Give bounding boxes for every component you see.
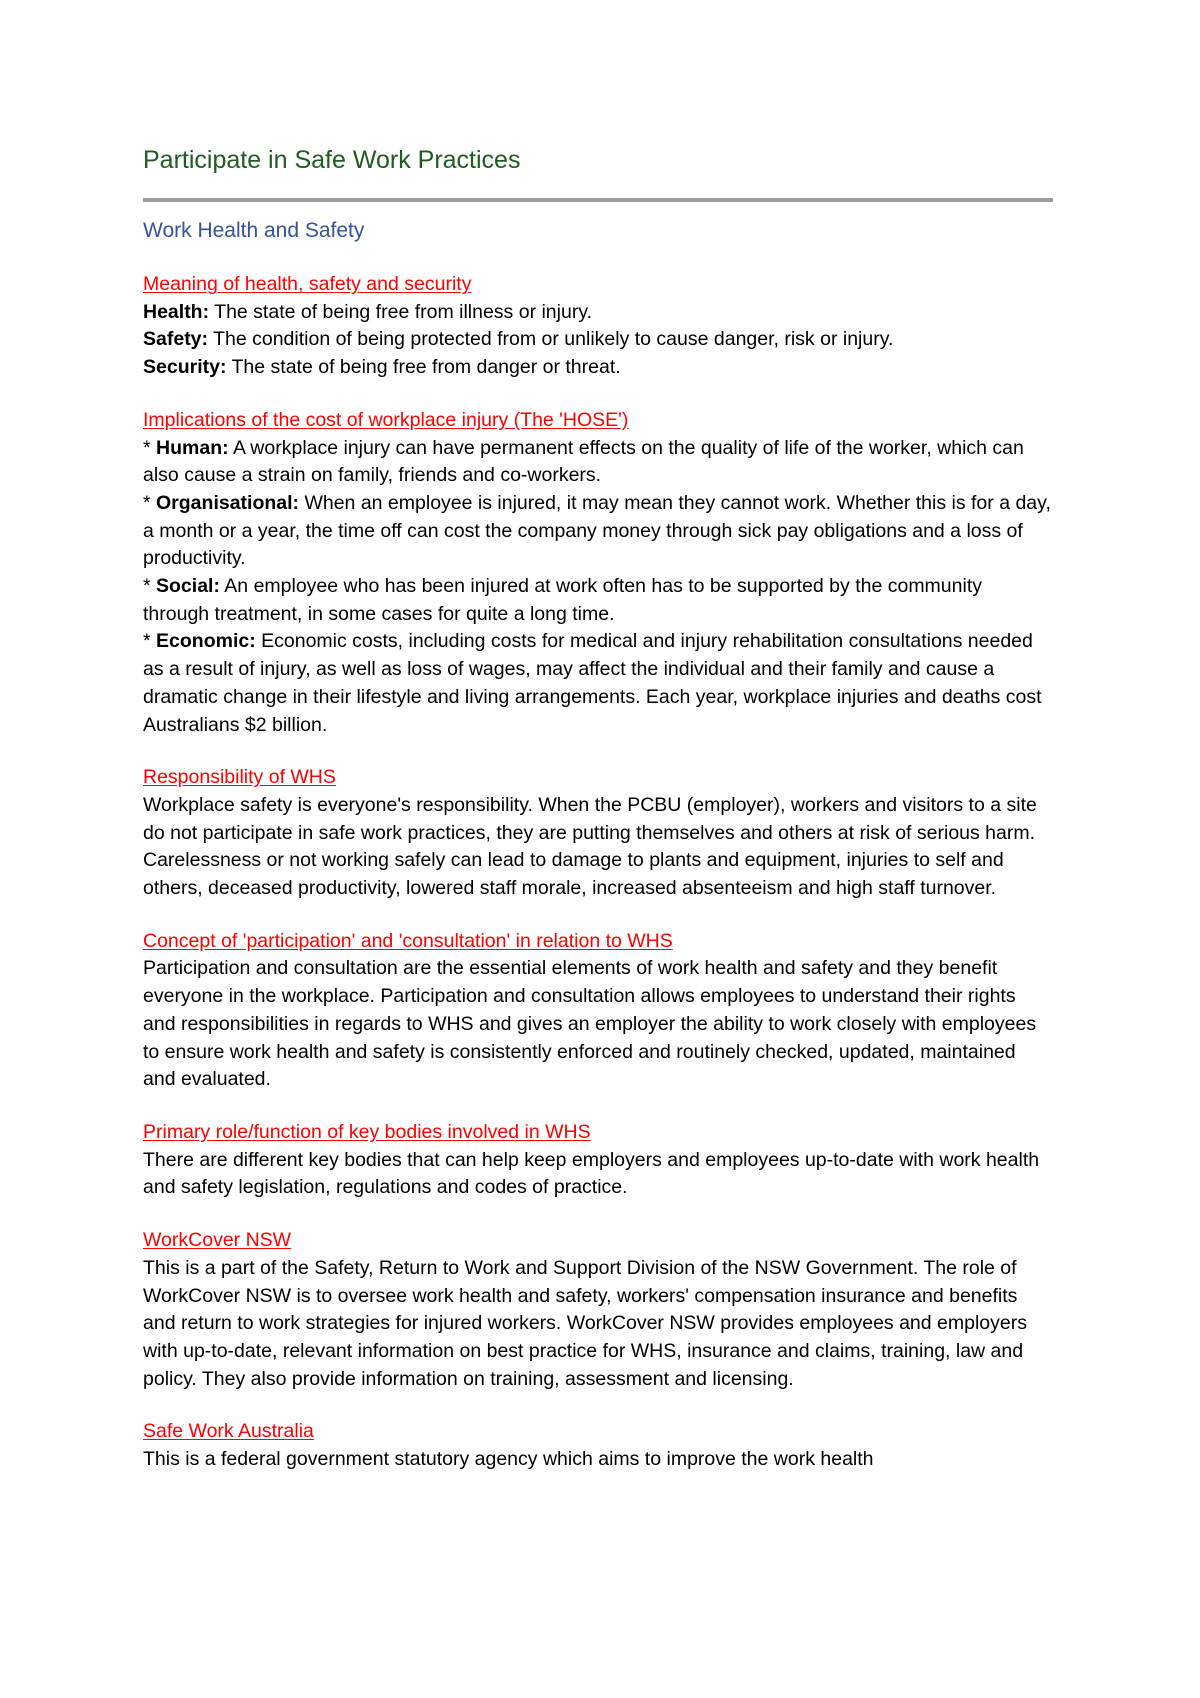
bullet-marker: * <box>143 630 157 653</box>
section-heading-meaning[interactable]: Meaning of health, safety and security <box>143 273 472 295</box>
hose-label: Social: <box>156 575 220 598</box>
section-heading-implications[interactable]: Implications of the cost of workplace injury (The 'HOSE') <box>143 408 629 431</box>
section-safe-work-australia <box>143 1418 1053 1473</box>
hose-text: When an employee is injured, it may mean they cannot work. Whether this is for a day, a month or a year, the time off can cost the company money through sick pay obligations and a loss of productivity. <box>143 491 1051 570</box>
hose-label: Human: <box>156 436 229 459</box>
definition-security <box>143 354 1053 382</box>
section-heading-responsibility[interactable]: Responsibility of WHS <box>143 766 336 789</box>
section-primary-role <box>143 1119 1053 1202</box>
section-heading-primary-role[interactable]: Primary role/function of key bodies involved in WHS <box>143 1120 591 1143</box>
section-body: There are different key bodies that can help keep employers and employees up-to-date with work health and safety legislation, regulations and codes of practice. <box>143 1148 1040 1199</box>
section-body: Workplace safety is everyone's responsibility. When the PCBU (employer), workers and visitors to a site do not participate in safe work practices, they are putting themselves and others at risk of serious harm. Carelessness or not working safely can lead to damage to plants and equipment, injuries to self and others, deceased productivity, lowered staff morale, increased absenteeism and high staff turnover. <box>143 793 1037 900</box>
section-heading-safe-work-australia[interactable]: Safe Work Australia <box>143 1420 314 1443</box>
hose-item-economic <box>143 628 1053 739</box>
section-workcover <box>143 1227 1053 1393</box>
hose-label: Economic: <box>156 630 256 653</box>
section-body: This is a federal government statutory agency which aims to improve the work health <box>143 1448 874 1471</box>
section-responsibility <box>143 764 1053 903</box>
page-title: Participate in Safe Work Practices <box>143 146 521 174</box>
section-body: Participation and consultation are the essential elements of work health and safety and they benefit everyone in the workplace. Participation and consultation allows employees to understand their rights and responsibilities in regards to WHS and gives an employer the ability to work closely with employees to ensure work health and safety is consistently enforced and routinely checked, updated, maintained and evaluated. <box>143 957 1037 1091</box>
definition-label: Security: <box>143 356 227 379</box>
hose-text: An employee who has been injured at work often has to be supported by the community through treatment, in some cases for quite a long time. <box>143 575 982 625</box>
page-subtitle: Work Health and Safety <box>143 219 365 242</box>
definition-text: The condition of being protected from or unlikely to cause danger, risk or injury. <box>208 328 894 351</box>
bullet-marker: * <box>143 575 157 598</box>
hose-label: Organisational: <box>156 491 300 514</box>
title-divider <box>143 198 1053 202</box>
bullet-marker: * <box>143 436 157 459</box>
section-body: This is a part of the Safety, Return to Work and Support Division of the NSW Government. The role of WorkCover NSW is to oversee work health and safety, workers' compensation insurance and benefits and return to work strategies for injured workers. WorkCover NSW provides employees and employers with up-to-date, relevant information on best practice for WHS, insurance and claims, training, law and policy. They also provide information on training, assessment and licensing. <box>143 1256 1027 1390</box>
hose-text: A workplace injury can have permanent effects on the quality of life of the worker, which can also cause a strain on family, friends and co-workers. <box>143 436 1024 487</box>
document-page <box>143 140 1053 1474</box>
section-heading-workcover[interactable]: WorkCover NSW <box>143 1229 292 1252</box>
hose-item-human <box>143 435 1053 490</box>
definition-safety <box>143 326 1053 354</box>
definition-health <box>143 299 1053 327</box>
definition-label: Health: <box>143 300 210 323</box>
section-concept <box>143 928 1053 1094</box>
section-heading-concept[interactable]: Concept of 'participation' and 'consultation' in relation to WHS <box>143 929 673 952</box>
section-meaning <box>143 271 1053 382</box>
hose-item-social <box>143 573 1053 628</box>
section-implications <box>143 407 1053 739</box>
definition-text: The state of being free from danger or threat. <box>226 356 621 379</box>
definition-text: The state of being free from illness or injury. <box>209 300 593 323</box>
definition-label: Safety: <box>143 328 209 351</box>
hose-text: Economic costs, including costs for medical and injury rehabilitation consultations needed as a result of injury, as well as loss of wages, may affect the individual and their family and cause a dramatic change in their lifestyle and living arrangements. Each year, workplace injuries and deaths cost Australians $2 billion. <box>143 630 1042 736</box>
hose-item-organisational <box>143 490 1053 573</box>
bullet-marker: * <box>143 491 157 514</box>
